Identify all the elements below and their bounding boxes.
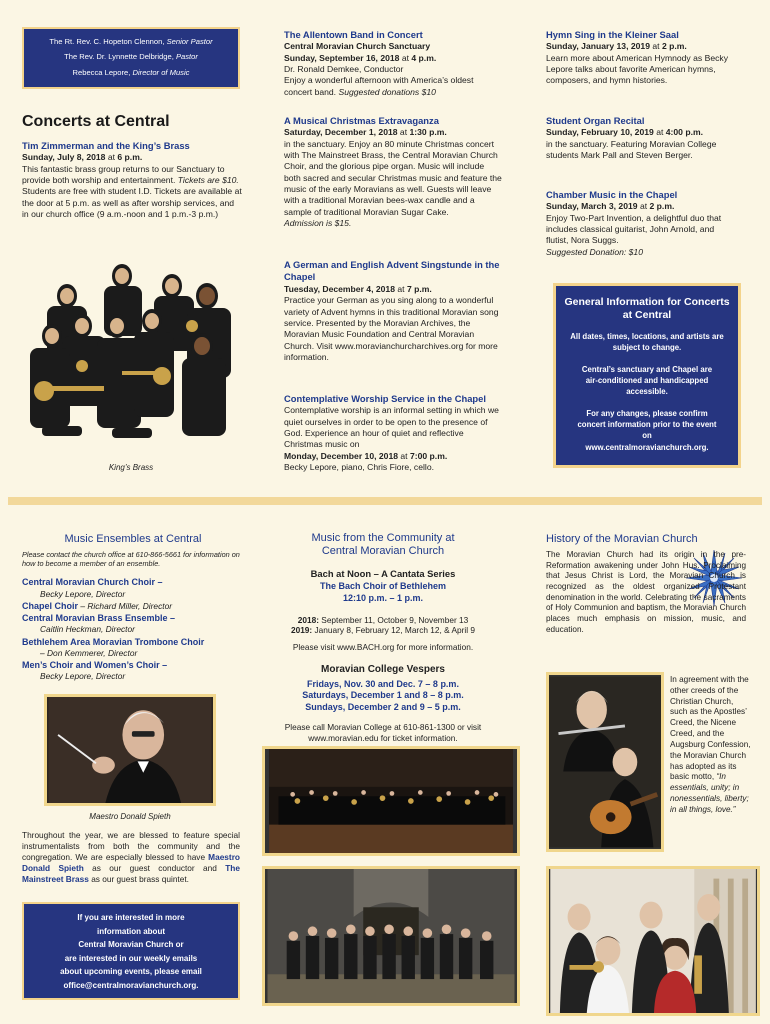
body-text: as our guest conductor and (92, 862, 217, 873)
ensemble-director: – Don Kemmerer, Director (40, 647, 138, 658)
event-donation: Suggested Donation: $10 (546, 246, 643, 257)
event-time: 4 p.m. (411, 52, 437, 63)
event-body: Learn more about American Hymnody as Becky Lepore talks about favorite American hymns, composers, and hymn histories. (546, 52, 728, 86)
newsletter-cta-box (22, 902, 240, 1000)
event-date: Tuesday, December 4, 2018 (284, 283, 395, 294)
event-body: in the sanctuary. Featuring Moravian College students Mark Pall and Steven Berger. (546, 138, 717, 161)
community-music-section (272, 532, 494, 744)
section-divider (8, 497, 762, 505)
cta-line: If you are interested in more (77, 913, 185, 922)
bach-visit: Please visit www.BACH.org for more information. (292, 642, 474, 653)
event-body-2: Students are free with student I.D. Tickets are available at the door at 5 p.m. as well as after worship services, and in our church office (9 a.m.-noon and 1 p.m.-3 p.m.) (22, 186, 242, 220)
event-title: A Musical Christmas Extravaganza (284, 115, 439, 126)
event-time: 2 p.m. (661, 41, 687, 52)
ensemble-name: Central Moravian Brass Ensemble – (22, 613, 176, 624)
kings-brass-photo (22, 256, 240, 456)
event-time: 2 p.m. (649, 201, 675, 212)
brass-group-image (22, 256, 240, 456)
event-date: Saturday, December 1, 2018 (284, 127, 398, 138)
event-time: 7:00 p.m. (409, 450, 448, 461)
bach-time: 12:10 p.m. – 1 p.m. (342, 592, 424, 603)
event-title: Tim Zimmerman and the King’s Brass (22, 140, 190, 151)
ensemble-director: Caitlin Heckman, Director (40, 624, 135, 635)
student-musicians-image (549, 869, 757, 1013)
kings-brass-event (22, 140, 242, 220)
hymn-sing-event (546, 29, 751, 87)
history-heading: History of the Moravian Church (546, 533, 698, 545)
cta-line: Central Moravian Church or (78, 940, 184, 950)
event-performers: Becky Lepore, piano, Chris Fiore, cello. (284, 462, 434, 473)
event-title: A German and English Advent Singstunde in the Chapel (284, 259, 500, 283)
event-time: 6 p.m. (117, 152, 143, 163)
highlight-name: The Mainstreet Brass (22, 862, 240, 884)
ensemble-director: Becky Lepore, Director (40, 671, 126, 682)
ensemble-name: Central Moravian Church Choir – (22, 577, 163, 588)
maestro-photo (44, 694, 216, 806)
info-paragraph: For any changes, please confirm concert information prior to the event on (577, 408, 717, 441)
event-body: Enjoy Two-Part Invention, a delightful duo that includes classical guitarist, John Arnold, and flutist, Nora Suggs. (546, 212, 722, 246)
photo-caption: Maestro Donald Spieth (89, 812, 171, 821)
pastor-box (22, 27, 240, 89)
students-photo (546, 866, 760, 1016)
event-body: Enjoy a wonderful afternoon with America’s oldest concert band. (284, 75, 474, 97)
director-role: Director of Music (132, 67, 190, 77)
event-date: Sunday, February 10, 2019 (546, 127, 654, 138)
chamber-music-event (546, 189, 751, 258)
event-title: Chamber Music in the Chapel (546, 189, 678, 200)
info-paragraph: All dates, times, locations, and artists are subject to change. (570, 332, 724, 353)
event-time: 7 p.m. (406, 283, 432, 294)
ensembles-intro: Please contact the church office at 610-866-5661 for information on how to become a member of an ensemble. (22, 549, 240, 568)
director-name: Rebecca Lepore, (72, 67, 131, 77)
event-body: Practice your German as you sing along to a wonderful variety of Advent hymns in this traditional Moravian song service. Presented by the Moravian Archives, the Moravian Music Foundation and Central Moravian Church. Visit www.moravianchurcharchives.org for more information. (284, 295, 499, 362)
choir-group-image (265, 869, 517, 1003)
highlight-name: Maestro Donald Spieth (22, 851, 240, 873)
ensemble-name: Men’s Choir and Women’s Choir – (22, 660, 168, 671)
info-box-title: General Information for Concerts at Central (564, 296, 730, 321)
ensemble-director: – Richard Miller, Director (80, 600, 173, 611)
ensemble-list (22, 576, 244, 682)
body-text: Throughout the year, we are blessed to feature special instrumentalists from both the community and the congregation. We are especially blessed to have (22, 830, 240, 862)
event-at: at (401, 52, 409, 63)
event-title: The Allentown Band in Concert (284, 29, 423, 40)
event-at: at (107, 152, 115, 163)
vespers-date: Sundays, December 2 and 9 – 5 p.m. (305, 702, 461, 713)
event-at: at (400, 450, 408, 461)
event-tickets: Tickets are $10. (177, 175, 239, 186)
pastor-role: Senior Pastor (166, 37, 213, 46)
vespers-title: Moravian College Vespers (321, 664, 445, 676)
bach-dates: January 8, February 12, March 12, & April 9 (314, 625, 476, 636)
ensemble-director: Becky Lepore, Director (40, 588, 126, 599)
ensembles-section (22, 532, 244, 683)
ensemble-name: Bethlehem Area Moravian Trombone Choir (22, 636, 205, 647)
special-instrumentalists-text (22, 830, 240, 885)
event-at: at (652, 41, 660, 52)
general-info-box (553, 283, 741, 468)
band-photo (262, 746, 520, 856)
vespers-date: Fridays, Nov. 30 and Dec. 7 – 8 p.m. (307, 678, 459, 689)
pastor-name: The Rt. Rev. C. Hopeton Clennon, (49, 37, 165, 46)
event-conductor: Dr. Ronald Demkee, Conductor (284, 64, 404, 75)
vespers-date: Saturdays, December 1 and 8 – 8 p.m. (302, 690, 464, 701)
history-text: The Moravian Church had its origin in the pre-Reformation awakening under John Hus. Proclaiming that Jesus Christ is Lord, the Moravian Church is recognized as the oldest organized Protestant denomination in the world. Celebrating the sacraments of Holy Communion and baptism, the Moravian Church places much emphasis on mission, music, and education. (546, 550, 746, 634)
creeds-body: In agreement with the other creeds of the Christian Church, such as the Apostles’ Creed, the Nicene Creed, and the Augsburg Confession, the Moravian Church has adopted as its basic motto, (670, 675, 751, 782)
flute-guitar-image (549, 675, 661, 849)
email-link[interactable]: office@centralmoravianchurch.org. (63, 980, 199, 990)
band-on-stage-image (265, 749, 517, 853)
event-body: in the sanctuary. Enjoy an 80 minute Christmas concert with The Mainstreet Brass, the Central Moravian Church Choir, and the glorious pipe organ. Music will include both sacred and secular Christmas music and feature the music of the early Moravians as well. Guests will leave with a traditional Moravian bees-wax candle and a sample of traditional Moravian Sugar Cake. (284, 138, 502, 217)
ensembles-heading: Music Ensembles at Central (64, 533, 202, 545)
bach-series-title: Bach at Noon – A Cantata Series (310, 568, 456, 580)
pastor-role: Pastor (175, 52, 198, 62)
choir-photo (262, 866, 520, 1006)
event-title: Student Organ Recital (546, 115, 645, 126)
event-time: 1:30 p.m. (409, 127, 447, 138)
event-date: Sunday, September 16, 2018 (284, 52, 400, 63)
event-at: at (397, 283, 405, 294)
event-title: Contemplative Worship Service in the Chapel (284, 393, 486, 404)
event-title: Hymn Sing in the Kleiner Saal (546, 29, 679, 40)
year-label: 2018: (297, 614, 319, 625)
info-paragraph: Central’s sanctuary and Chapel are air-conditioned and handicapped accessible. (581, 364, 713, 397)
pastor-name: The Rev. Dr. Lynnette Delbridge, (64, 52, 174, 62)
event-body: Contemplative worship is an informal setting in which we quiet ourselves in order to be open to the presence of God. Experience an hour of quiet and reflective Christmas music on (284, 405, 499, 450)
concerts-heading: Concerts at Central (22, 113, 170, 130)
creeds-text (670, 675, 752, 816)
event-body: This fantastic brass group returns to our Sanctuary to provide both worship and entertainment. (22, 163, 225, 186)
event-date: Sunday, July 8, 2018 (22, 152, 106, 163)
chamber-duo-photo (546, 672, 664, 852)
event-at: at (639, 201, 648, 212)
photo-caption: King’s Brass (108, 463, 154, 472)
info-url-link[interactable]: www.centralmoravianchurch.org. (585, 442, 709, 452)
ensemble-name: Chapel Choir (22, 600, 79, 611)
allentown-band-event (284, 29, 502, 98)
body-text: as our guest brass quintet. (91, 873, 189, 884)
event-at: at (399, 127, 408, 138)
moravian-motto: “In essentials, unity; in nonessentials, liberty; in all things, love.” (670, 772, 749, 814)
event-at: at (656, 127, 664, 138)
advent-singstunde-event (284, 259, 502, 363)
christmas-extravaganza-event (284, 115, 502, 230)
cta-line: are interested in our weekly emails (64, 953, 198, 963)
community-heading: Music from the Community at Central Moravian Church (311, 532, 455, 558)
bach-dates: September 11, October 9, November 13 (321, 614, 469, 625)
event-time: 4:00 p.m. (665, 127, 704, 138)
cta-line: about upcoming events, please email (60, 967, 202, 977)
cta-line: information about (97, 926, 165, 936)
conductor-image (47, 697, 213, 803)
bach-choir: The Bach Choir of Bethlehem (319, 580, 446, 591)
event-date: Monday, December 10, 2018 (284, 450, 399, 461)
event-date: Sunday, March 3, 2019 (546, 201, 638, 212)
event-venue: Central Moravian Church Sanctuary (284, 41, 431, 52)
contemplative-worship-event (284, 393, 502, 473)
event-donation: Suggested donations $10 (338, 86, 436, 97)
vespers-contact: Please call Moravian College at 610-861-1300 or visit www.moravian.edu for ticket information. (284, 722, 482, 744)
event-date: Sunday, January 13, 2019 (546, 41, 650, 52)
event-admission: Admission is $15. (284, 218, 352, 229)
year-label: 2019: (290, 625, 313, 636)
organ-recital-event (546, 115, 751, 161)
